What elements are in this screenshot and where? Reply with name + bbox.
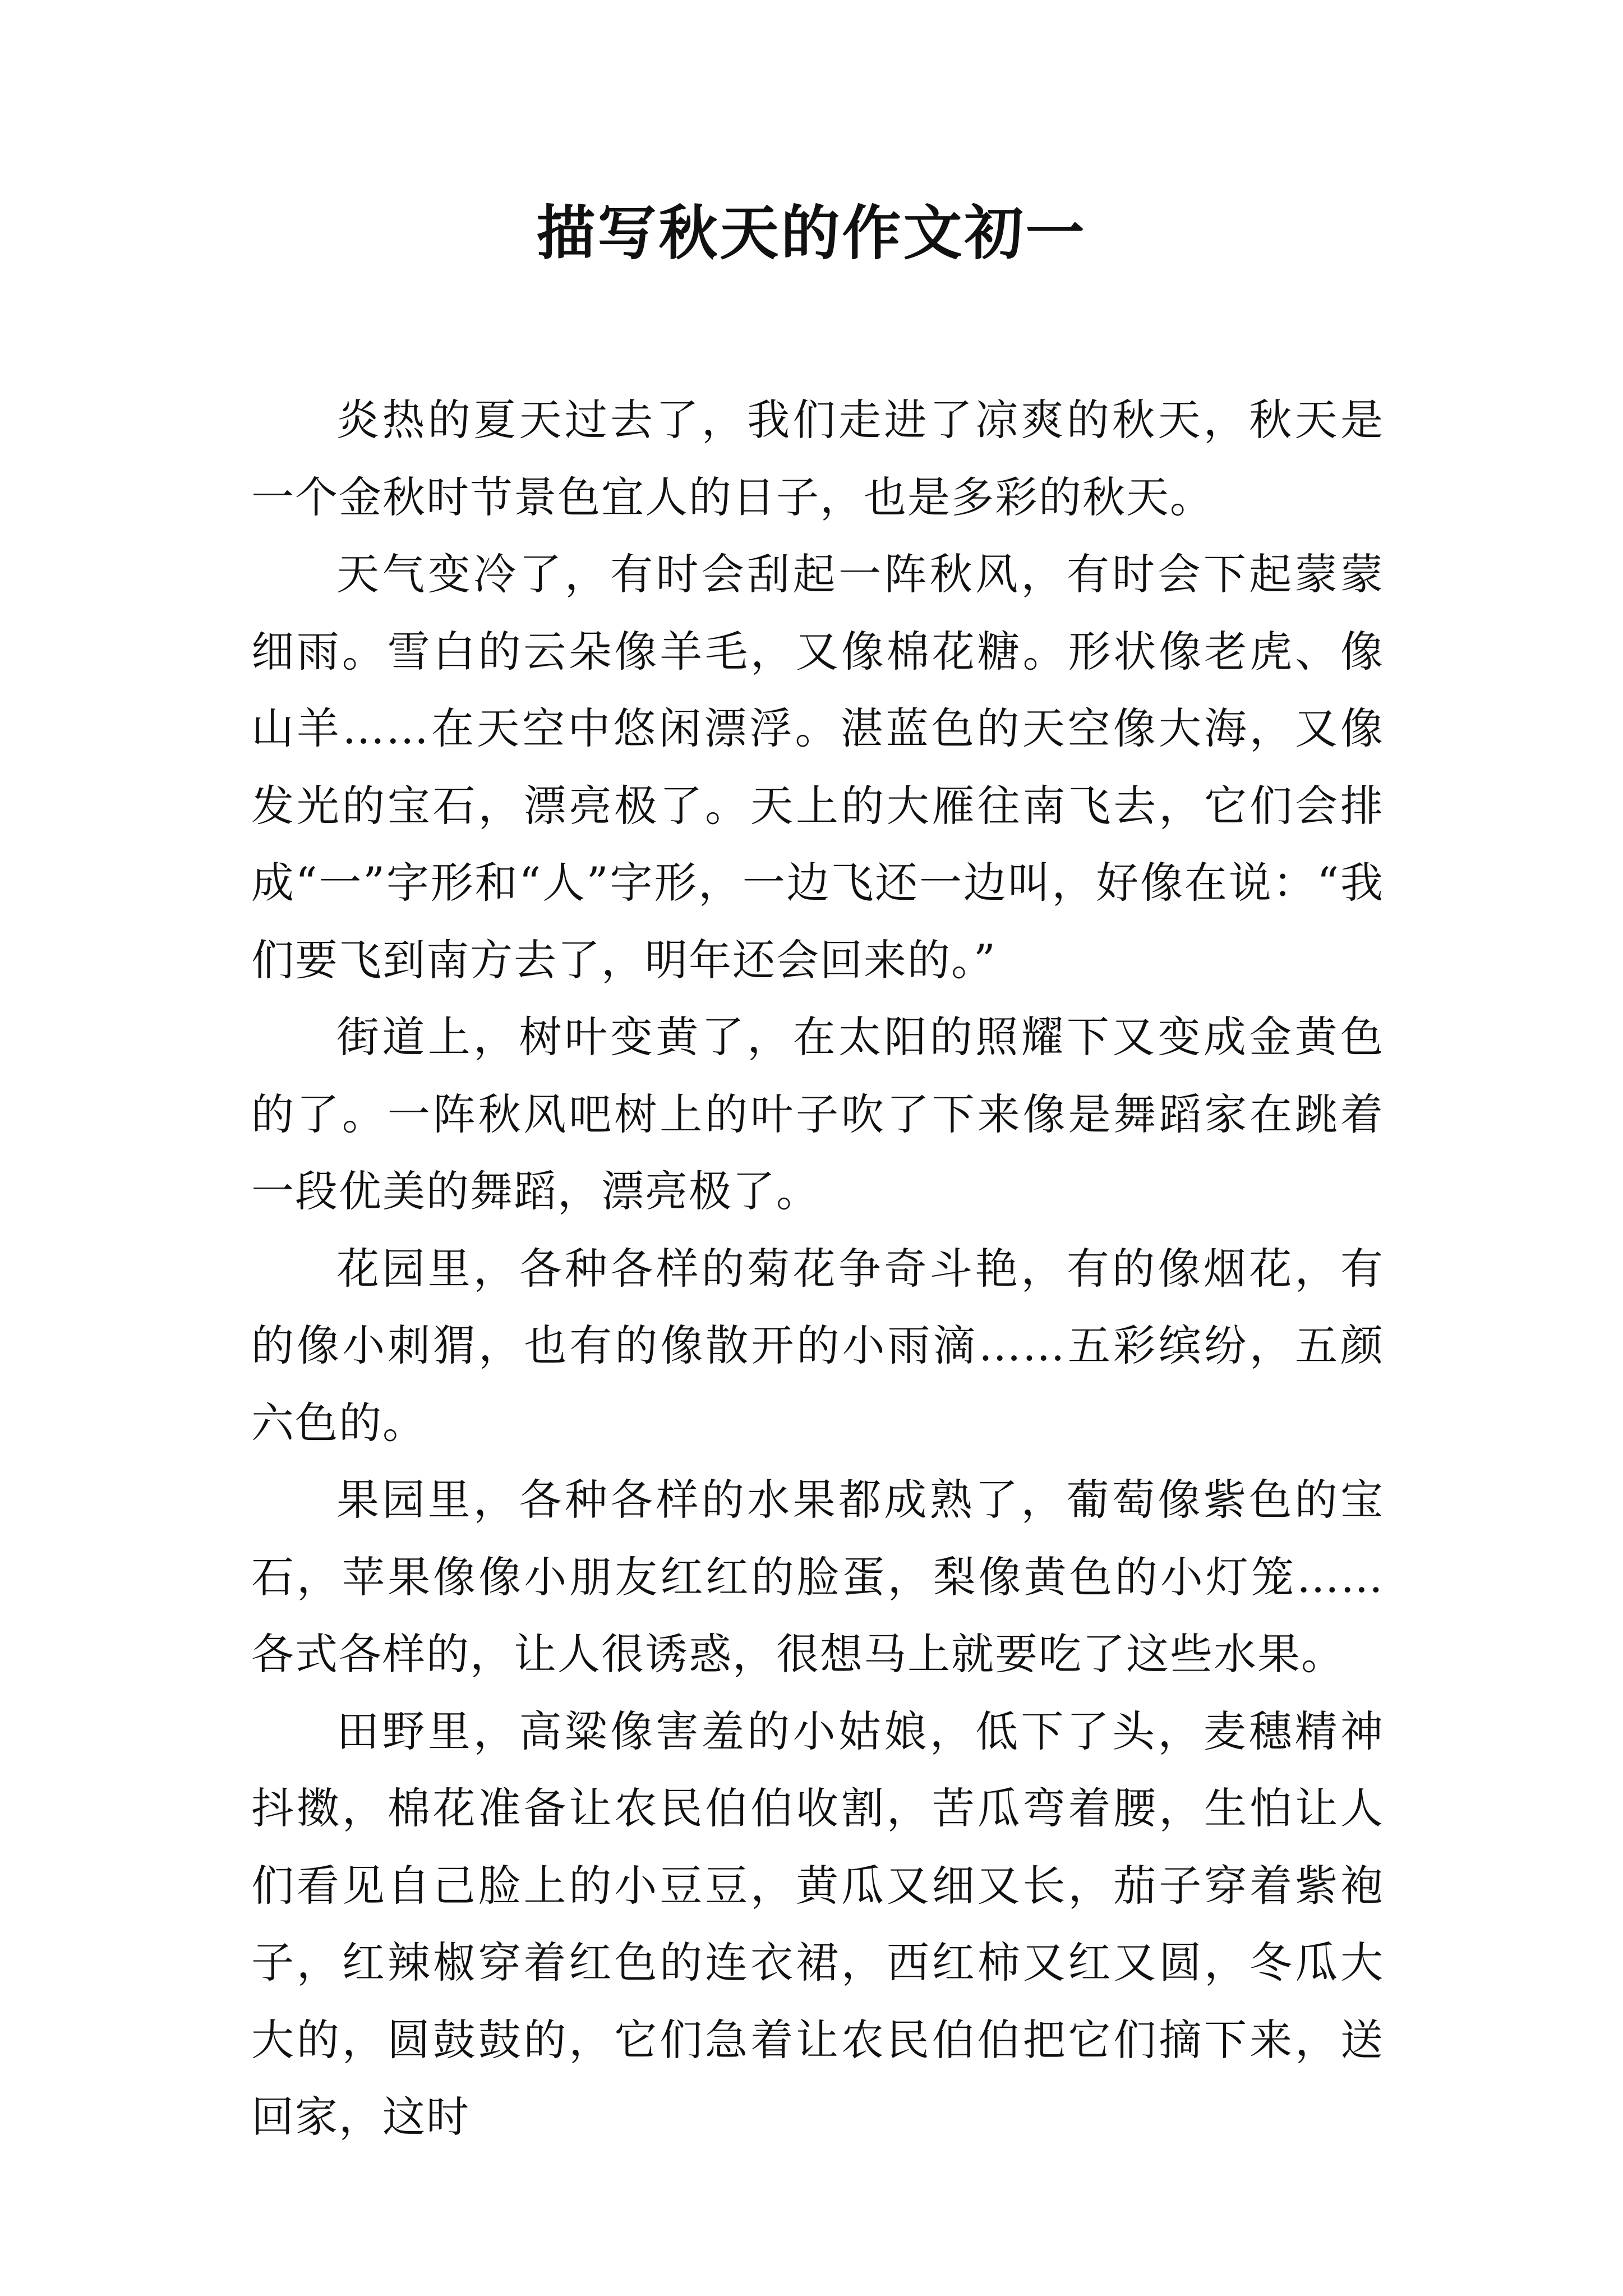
paragraph: 天气变冷了，有时会刮起一阵秋风，有时会下起蒙蒙细雨。雪白的云朵像羊毛，又像棉花糖。形状像老虎、像山羊……在天空中悠闲漂浮。湛蓝色的天空像大海，又像发光的宝石，漂亮极了。天上的大雁往南飞去，它们会排成“一”字形和“人”字形，一边飞还一边叫，好像在说：“我们要飞到南方去了，明年还会回来的。”	[251, 549, 1384, 985]
paragraph: 街道上，树叶变黄了，在太阳的照耀下又变成金黄色的了。一阵秋风吧树上的叶子吹了下来像是舞蹈家在跳着一段优美的舞蹈，漂亮极了。	[251, 1012, 1384, 1216]
paragraph: 炎热的夏天过去了，我们走进了凉爽的秋天，秋天是一个金秋时节景色宜人的日子，也是多彩的秋天。	[251, 395, 1384, 522]
document-title: 描写秋天的作文初一	[536, 198, 1087, 268]
document-body	[251, 381, 1384, 2156]
paragraph: 田野里，高粱像害羞的小姑娘，低下了头，麦穗精神抖擞，棉花准备让农民伯伯收割，苦瓜弯着腰，生怕让人们看见自己脸上的小豆豆，黄瓜又细又长，茄子穿着紫袍子，红辣椒穿着红色的连衣裙，西红柿又红又圆，冬瓜大大的，圆鼓鼓的，它们急着让农民伯伯把它们摘下来，送回家，这时	[251, 1706, 1384, 2142]
paragraph: 果园里，各种各样的水果都成熟了，葡萄像紫色的宝石，苹果像像小朋友红红的脸蛋，梨像黄色的小灯笼……各式各样的，让人很诱惑，很想马上就要吃了这些水果。	[251, 1475, 1384, 1679]
paragraph: 花园里，各种各样的菊花争奇斗艳，有的像烟花，有的像小刺猬，也有的像散开的小雨滴……五彩缤纷，五颜六色的。	[251, 1243, 1384, 1448]
